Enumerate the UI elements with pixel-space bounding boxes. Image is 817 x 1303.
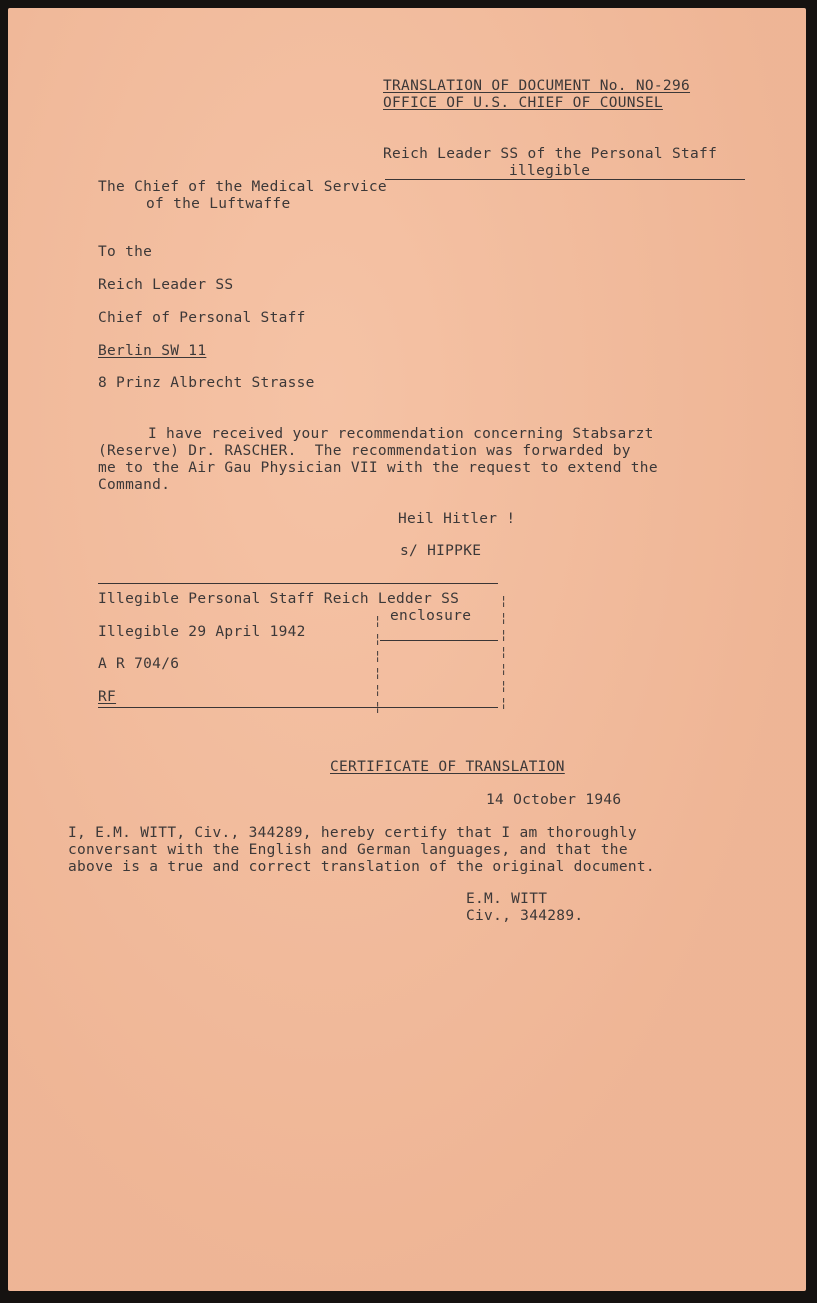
body-line-1: I have received your recommendation concerning Stabsarzt	[148, 426, 654, 442]
receipt-divider-mark: ¦	[500, 645, 508, 659]
body-line-4: Command.	[98, 477, 171, 493]
certificate-line-1: I, E.M. WITT, Civ., 344289, hereby certify that I am thoroughly	[68, 825, 637, 841]
receipt-initials: RF	[98, 689, 117, 705]
receipt-ref: A R 704/6	[98, 656, 180, 672]
receipt-divider-mark: ¦	[500, 662, 508, 676]
translator-id: Civ., 344289.	[466, 908, 584, 924]
receipt-divider-mark: ¦	[374, 683, 382, 697]
receipt-divider-mark: ¦	[374, 614, 382, 628]
translator-name: E.M. WITT	[466, 891, 548, 907]
address-line-1: Reich Leader SS	[98, 277, 234, 293]
sender-line-2: of the Luftwaffe	[146, 196, 291, 212]
receipt-divider-mark: ¦	[374, 649, 382, 663]
certificate-line-3: above is a true and correct translation of the original document.	[68, 859, 655, 875]
signature: s/ HIPPKE	[400, 543, 482, 559]
stamp-line-2: illegible	[509, 163, 591, 179]
receipt-divider-mark: ¦	[500, 628, 508, 642]
body-line-2: (Reserve) Dr. RASCHER. The recommendation was forwarded by	[98, 443, 631, 459]
receipt-enclosure: enclosure	[390, 608, 472, 624]
receipt-bottom-rule	[98, 707, 498, 708]
sender-line-1: The Chief of the Medical Service	[98, 179, 387, 195]
address-to: To the	[98, 244, 153, 260]
stamp-underline	[385, 179, 745, 180]
document-number: TRANSLATION OF DOCUMENT No. NO-296	[383, 78, 691, 94]
address-line-2: Chief of Personal Staff	[98, 310, 306, 326]
body-line-3: me to the Air Gau Physician VII with the request to extend the	[98, 460, 658, 476]
stamp-line-1: Reich Leader SS of the Personal Staff	[383, 146, 718, 162]
certificate-title: CERTIFICATE OF TRANSLATION	[330, 759, 565, 775]
receipt-date: Illegible 29 April 1942	[98, 624, 306, 640]
salutation: Heil Hitler !	[398, 511, 516, 527]
receipt-divider-mark: ¦	[374, 700, 382, 714]
receipt-enclosure-rule	[380, 640, 498, 641]
certificate-date: 14 October 1946	[486, 792, 622, 808]
receipt-divider-mark: ¦	[500, 696, 508, 710]
receipt-divider-mark: ¦	[500, 679, 508, 693]
certificate-line-2: conversant with the English and German languages, and that the	[68, 842, 628, 858]
receipt-divider-mark: ¦	[500, 594, 508, 608]
receipt-divider-mark: ¦	[500, 611, 508, 625]
office-line: OFFICE OF U.S. CHIEF OF COUNSEL	[383, 95, 663, 111]
receipt-header: Illegible Personal Staff Reich Ledder SS	[98, 591, 460, 607]
receipt-top-rule	[98, 583, 498, 584]
address-line-4: 8 Prinz Albrecht Strasse	[98, 375, 315, 391]
document-page	[8, 8, 806, 1291]
receipt-divider-mark: ¦	[374, 666, 382, 680]
receipt-divider-mark: ¦	[374, 632, 382, 646]
address-line-3: Berlin SW 11	[98, 343, 207, 359]
